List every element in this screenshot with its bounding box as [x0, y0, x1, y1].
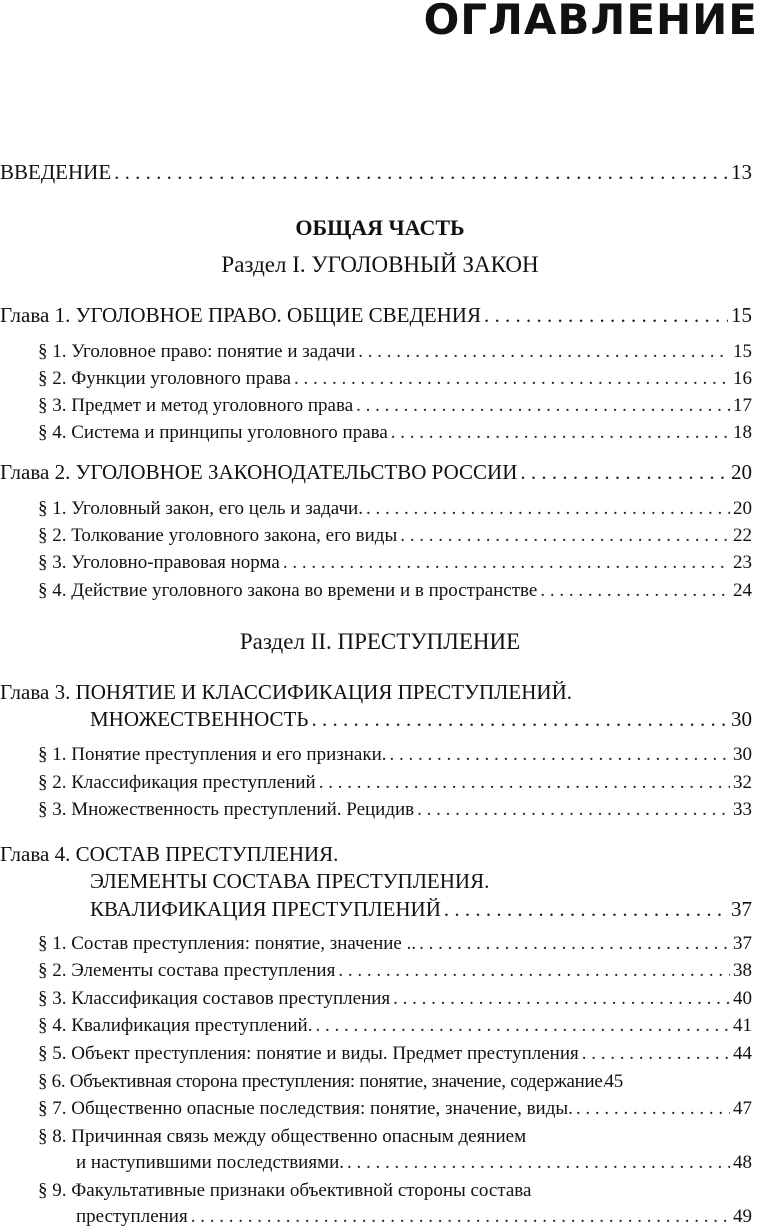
- toc-page-number: 47: [733, 1098, 752, 1119]
- toc-paragraph[interactable]: [38, 579, 752, 603]
- leader-dots: [114, 160, 728, 184]
- toc-paragraph[interactable]: [38, 959, 752, 983]
- toc-entry-label: § 1. Уголовное право: понятие и задачи: [38, 341, 356, 362]
- toc-page-number: 33: [733, 799, 752, 820]
- toc-paragraph[interactable]: [38, 551, 752, 575]
- section-heading: Раздел II. ПРЕСТУПЛЕНИЕ: [239, 629, 521, 654]
- toc-page-number: 16: [733, 368, 752, 389]
- page-title: ОГЛАВЛЕНИЕ: [423, 0, 758, 44]
- leader-dots: [191, 1205, 730, 1229]
- toc-page-number: 41: [733, 1015, 752, 1036]
- toc-entry-label: § 6. Объективная сторона преступления: понятие, значение, содержание: [38, 1071, 603, 1092]
- toc-chapter-3[interactable]: [90, 707, 752, 731]
- toc-chapter-2[interactable]: [0, 460, 752, 484]
- toc-chapter-4[interactable]: [90, 897, 752, 921]
- part-heading: ОБЩАЯ ЧАСТЬ: [295, 215, 465, 240]
- toc-page-number: 37: [731, 897, 752, 921]
- toc-entry-label: § 2. Классификация преступлений: [38, 772, 316, 793]
- toc-paragraph[interactable]: [38, 1042, 752, 1066]
- toc-entry-label: § 3. Классификация составов преступления: [38, 988, 391, 1009]
- leader-dots: [520, 460, 728, 484]
- toc-page-number: 45: [604, 1071, 623, 1092]
- section-heading: Раздел I. УГОЛОВНЫЙ ЗАКОН: [221, 252, 539, 277]
- toc-paragraph[interactable]: [38, 421, 752, 445]
- toc-entry-label: КВАЛИФИКАЦИЯ ПРЕСТУПЛЕНИЙ: [90, 897, 441, 921]
- toc-page-number: 38: [733, 960, 752, 981]
- toc-entry-label: § 7. Общественно опасные последствия: понятие, значение, виды.: [38, 1098, 573, 1119]
- leader-dots: [393, 987, 730, 1011]
- leader-dots: [400, 524, 730, 548]
- toc-entry-label: § 3. Множественность преступлений. Рецидив: [38, 799, 415, 820]
- toc-paragraph[interactable]: [38, 987, 752, 1011]
- toc-entry-label: § 4. Квалификация преступлений.: [38, 1015, 313, 1036]
- toc-entry-label: и наступившими последствиями.: [76, 1152, 345, 1173]
- toc-chapter-4-line1: Глава 4. СОСТАВ ПРЕСТУПЛЕНИЯ.: [0, 842, 339, 866]
- toc-page-number: 23: [733, 552, 752, 573]
- toc-paragraph[interactable]: [38, 524, 752, 548]
- toc-page-number: 40: [733, 988, 752, 1009]
- toc-entry-label: § 4. Действие уголовного закона во времени и в пространстве: [38, 580, 538, 601]
- toc-page-number: 32: [733, 772, 752, 793]
- leader-dots: [444, 897, 728, 921]
- toc-entry-label: ВВЕДЕНИЕ: [0, 160, 112, 184]
- toc-entry-label: § 2. Толкование уголовного закона, его виды: [38, 525, 398, 546]
- toc-entry-label: преступления: [76, 1206, 188, 1227]
- toc-paragraph[interactable]: [38, 932, 752, 956]
- leader-dots: [417, 798, 730, 822]
- leader-dots: [390, 743, 730, 767]
- toc-page-number: 20: [731, 460, 752, 484]
- toc-entry-label: § 5. Объект преступления: понятие и виды. Предмет преступления: [38, 1043, 579, 1064]
- toc-page-number: 17: [733, 395, 752, 416]
- leader-dots: [319, 771, 730, 795]
- leader-dots: [391, 421, 730, 445]
- leader-dots: [358, 340, 730, 364]
- toc-page-number: 37: [733, 933, 752, 954]
- leader-dots: [576, 1097, 730, 1121]
- toc-paragraph[interactable]: [38, 771, 752, 795]
- leader-dots: [356, 394, 730, 418]
- toc-entry-label: § 2. Элементы состава преступления: [38, 960, 336, 981]
- toc-entry-label: § 1. Состав преступления: понятие, значение ..: [38, 933, 417, 954]
- toc-paragraph[interactable]: [38, 743, 752, 767]
- toc-page-number: 22: [733, 525, 752, 546]
- leader-dots: [283, 551, 730, 575]
- toc-chapter-1[interactable]: [0, 303, 752, 327]
- toc-page-number: 13: [731, 160, 752, 184]
- leader-dots: [540, 579, 730, 603]
- toc-page-number: 15: [731, 303, 752, 327]
- toc-page-number: 20: [733, 498, 752, 519]
- toc-page-number: 44: [733, 1043, 752, 1064]
- toc-page-number: 48: [733, 1152, 752, 1173]
- leader-dots: [294, 367, 730, 391]
- toc-entry-label: § 1. Понятие преступления и его признаки.: [38, 744, 387, 765]
- toc-paragraph[interactable]: [38, 340, 752, 364]
- toc-paragraph[interactable]: [38, 1070, 752, 1094]
- toc-paragraph-line1: § 8. Причинная связь между общественно опасным деянием: [38, 1126, 527, 1147]
- leader-dots: [338, 959, 730, 983]
- leader-dots: [582, 1042, 730, 1066]
- toc-page-number: 24: [733, 580, 752, 601]
- toc-paragraph-line1: § 9. Факультативные признаки объективной стороны состава: [38, 1180, 532, 1201]
- toc-paragraph[interactable]: [38, 367, 752, 391]
- toc-paragraph[interactable]: [38, 394, 752, 418]
- toc-paragraph[interactable]: [38, 497, 752, 521]
- toc-entry-label: § 3. Уголовно-правовая норма: [38, 552, 280, 573]
- toc-entry-label: Глава 2. УГОЛОВНОЕ ЗАКОНОДАТЕЛЬСТВО РОССИИ: [0, 460, 518, 484]
- toc-paragraph[interactable]: [38, 798, 752, 822]
- toc-paragraph[interactable]: [38, 1014, 752, 1038]
- toc-entry-label: Глава 1. УГОЛОВНОЕ ПРАВО. ОБЩИЕ СВЕДЕНИЯ: [0, 303, 481, 327]
- toc-entry-label: § 3. Предмет и метод уголовного права: [38, 395, 354, 416]
- leader-dots: [484, 303, 728, 327]
- toc-paragraph[interactable]: [38, 1097, 752, 1121]
- toc-chapter-4-line2: ЭЛЕМЕНТЫ СОСТАВА ПРЕСТУПЛЕНИЯ.: [90, 869, 490, 893]
- toc-chapter-3-line1: Глава 3. ПОНЯТИЕ И КЛАССИФИКАЦИЯ ПРЕСТУПЛЕНИЙ.: [0, 680, 572, 704]
- leader-dots: [311, 707, 728, 731]
- leader-dots: [315, 1014, 730, 1038]
- toc-entry-label: МНОЖЕСТВЕННОСТЬ: [90, 707, 309, 731]
- toc-page-number: 49: [733, 1206, 752, 1227]
- toc-page-number: 15: [733, 341, 752, 362]
- toc-page-number: 18: [733, 422, 752, 443]
- toc-page-number: 30: [731, 707, 752, 731]
- toc-entry-label: § 4. Система и принципы уголовного права: [38, 422, 388, 443]
- toc-entry-label: § 1. Уголовный закон, его цель и задачи.: [38, 498, 363, 519]
- toc-page-number: 30: [733, 744, 752, 765]
- toc-entry-label: § 2. Функции уголовного права: [38, 368, 291, 389]
- leader-dots: [419, 932, 730, 956]
- toc-paragraph[interactable]: [76, 1205, 752, 1229]
- leader-dots: [366, 497, 730, 521]
- toc-paragraph[interactable]: [76, 1151, 752, 1175]
- leader-dots: [347, 1151, 730, 1175]
- toc-entry-introduction[interactable]: [0, 160, 752, 184]
